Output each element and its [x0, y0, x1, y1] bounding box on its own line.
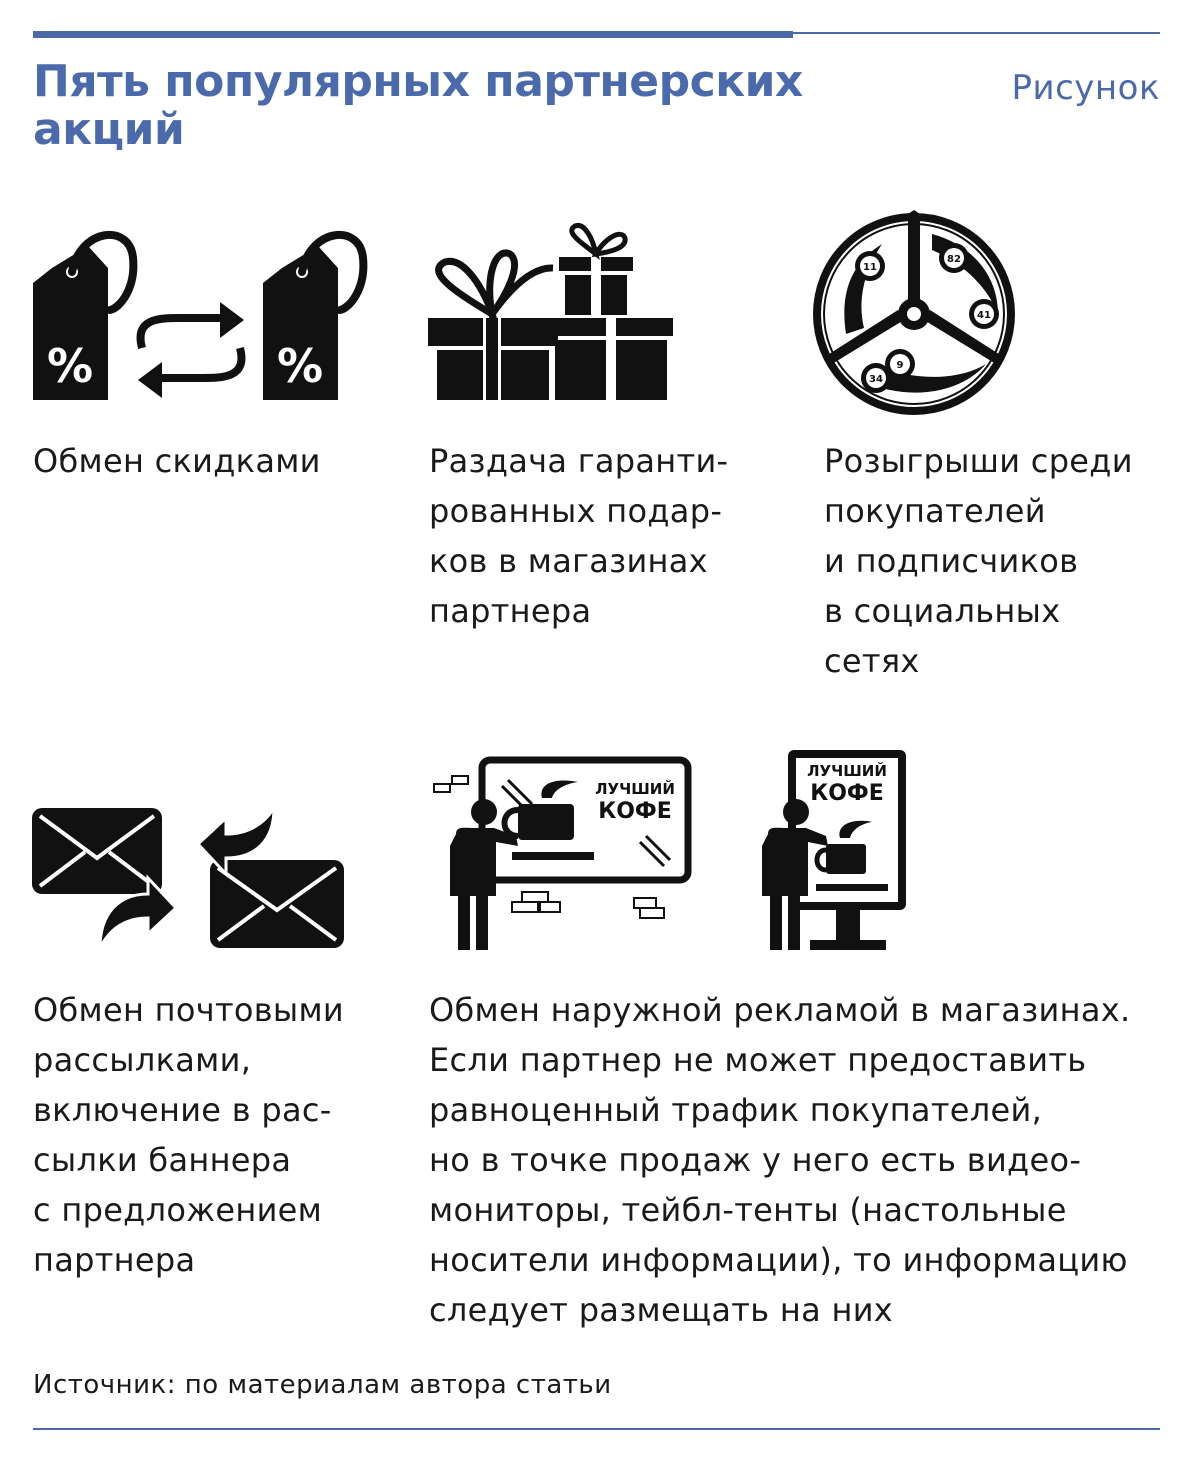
lottery-ball-1: 11 — [863, 262, 877, 273]
billboard-stand-line1: ЛУЧШИЙ — [807, 762, 887, 780]
source-note: Источник: по материалам автора статьи — [33, 1370, 612, 1400]
discount-percent-right: % — [276, 339, 324, 393]
lottery-ball-2: 82 — [947, 254, 961, 265]
billboard-wall-line2: КОФЕ — [598, 799, 672, 824]
price-tag-left-icon — [33, 235, 133, 400]
outdoor-ads-icon — [430, 746, 915, 954]
discount-percent-left: % — [46, 339, 94, 393]
bottom-rule — [33, 1428, 1160, 1430]
figure-label: Рисунок — [1011, 68, 1160, 108]
lottery-ball-4: 9 — [896, 360, 904, 371]
gift-box-large-icon — [428, 253, 558, 400]
gifts-icon — [425, 222, 680, 404]
lottery-drum-icon — [810, 204, 1020, 416]
page-title: Пять популярных партнерских акций — [33, 56, 803, 155]
billboard-stand-line2: КОФЕ — [810, 781, 884, 806]
caption-discount-exchange: Обмен скидками — [33, 442, 321, 480]
caption-email-exchange: Обмен почтовыми рассылками, включение в рас- сылки баннера с предложением партнера — [33, 991, 345, 1279]
envelope-left-icon — [32, 808, 162, 894]
billboard-wall-line1: ЛУЧШИЙ — [595, 780, 675, 798]
gift-box-small-icon — [549, 225, 673, 400]
caption-gifts: Раздача гаранти- рованных подар- ков в магазинах партнера — [429, 442, 729, 630]
envelope-right-icon — [210, 860, 344, 948]
discount-exchange-icon — [30, 228, 375, 408]
price-tag-right-icon — [263, 235, 363, 400]
lottery-ball-3: 41 — [977, 310, 991, 321]
email-exchange-icon — [30, 802, 348, 954]
exchange-arrows-icon — [138, 302, 244, 398]
caption-outdoor-ads: Обмен наружной рекламой в магазинах. Если партнер не может предоставить равноценный трафик покупателей, но в точке продаж у него есть видео- мониторы, тейбл-тенты (настольные носители информации), то информацию следует размещать на них — [429, 991, 1131, 1329]
caption-lottery: Розыгрыши среди покупателей и подписчиков в социальных сетях — [824, 442, 1133, 680]
top-rule-accent — [33, 31, 793, 38]
lottery-ball-5: 34 — [869, 374, 883, 385]
